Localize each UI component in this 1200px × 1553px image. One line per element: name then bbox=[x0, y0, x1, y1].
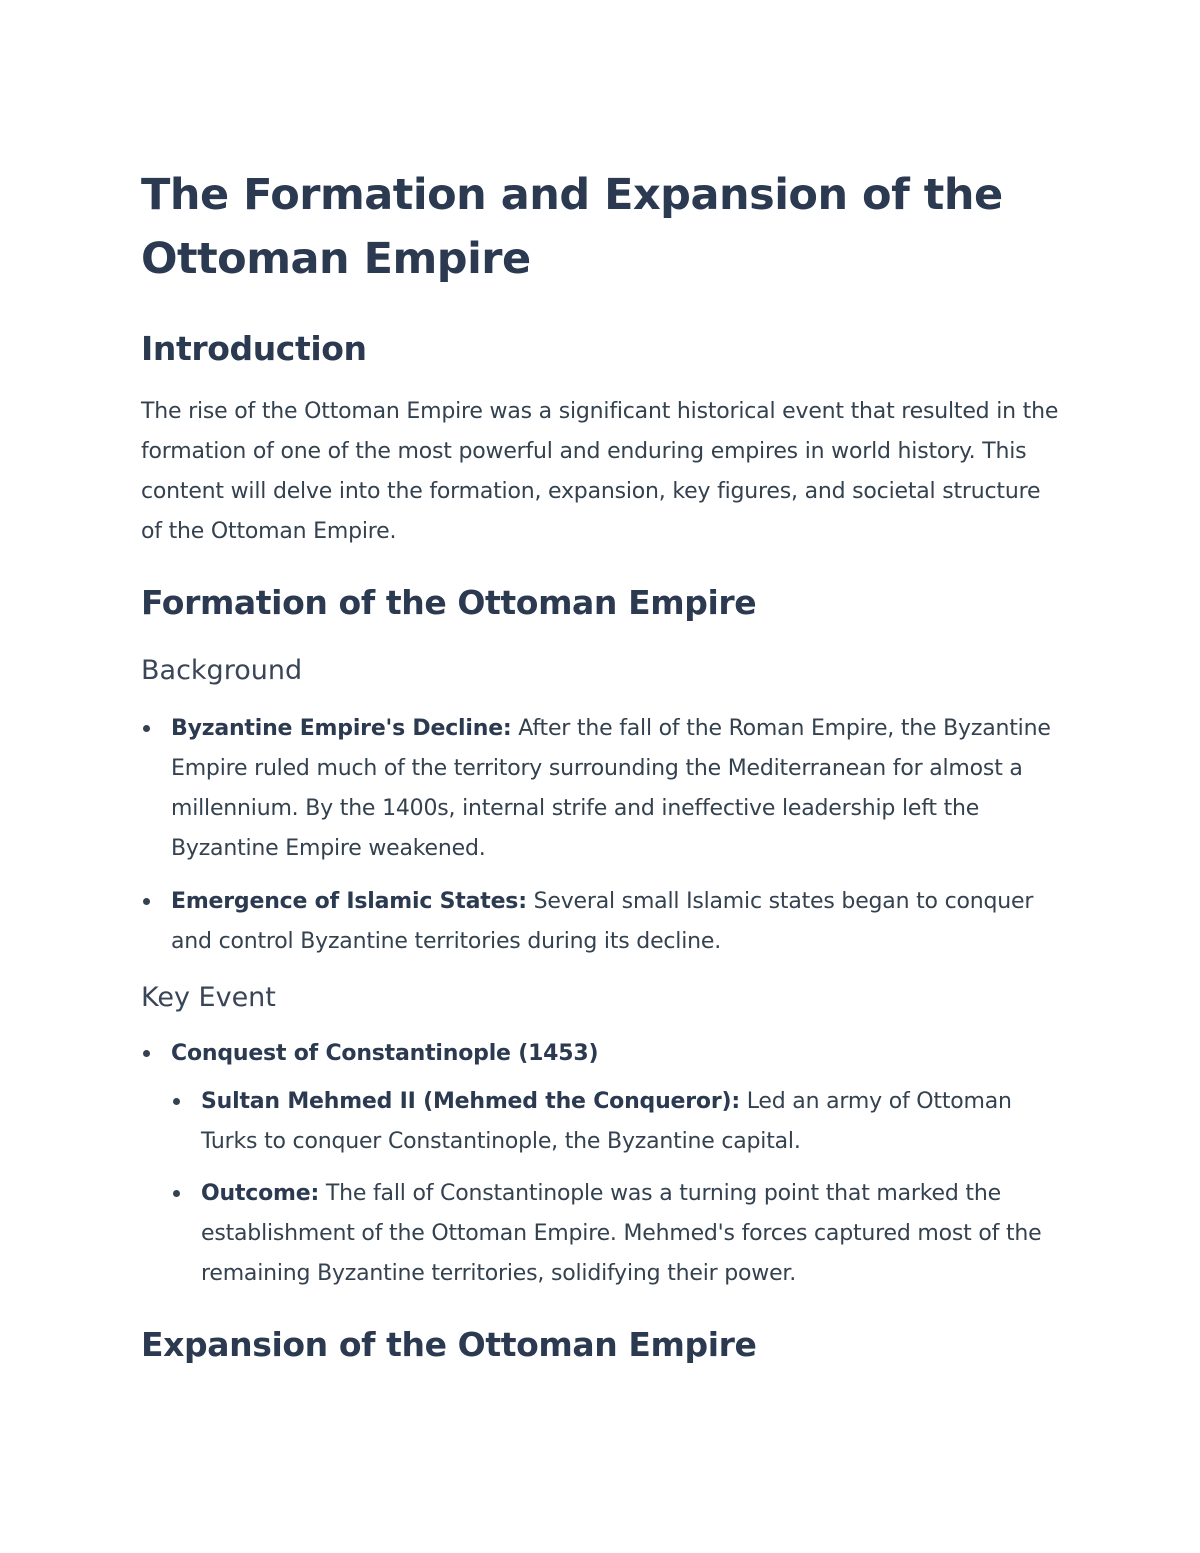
list-item-term: Outcome: bbox=[201, 1181, 320, 1206]
list-item bbox=[141, 1034, 1061, 1294]
bullet-icon bbox=[143, 1050, 150, 1057]
list-item-term: Conquest of Constantinople (1453) bbox=[171, 1041, 599, 1066]
section-heading-introduction: Introduction bbox=[141, 329, 367, 368]
subheading-key-event: Key Event bbox=[141, 982, 276, 1013]
section-heading-formation: Formation of the Ottoman Empire bbox=[141, 583, 757, 622]
list-item bbox=[141, 882, 1061, 962]
list-item-term: Emergence of Islamic States: bbox=[171, 889, 527, 914]
list-item bbox=[141, 709, 1061, 869]
list-item-text: Several small Islamic states began to conquer and control Byzantine territories during its decline. bbox=[171, 889, 1034, 954]
bullet-icon bbox=[173, 1098, 180, 1105]
bullet-icon bbox=[173, 1190, 180, 1197]
list-item-text: The fall of Constantinople was a turning point that marked the establishment of the Ottoman Empire. Mehmed's forces captured most of the remaining Byzantine territories, solidifying their power. bbox=[201, 1181, 1042, 1286]
nested-list-item bbox=[171, 1082, 1061, 1162]
introduction-paragraph: The rise of the Ottoman Empire was a significant historical event that resulted in the formation of one of the most powerful and enduring empires in world history. This content will delve into the formation, expansion, key figures, and societal structure of the Ottoman Empire. bbox=[141, 399, 1059, 544]
subheading-background: Background bbox=[141, 655, 303, 686]
section-heading-expansion: Expansion of the Ottoman Empire bbox=[141, 1325, 757, 1364]
bullet-icon bbox=[143, 725, 150, 732]
list-item-term: Sultan Mehmed II (Mehmed the Conqueror): bbox=[201, 1089, 740, 1114]
list-item-term: Byzantine Empire's Decline: bbox=[171, 716, 512, 741]
document-page bbox=[141, 163, 1061, 1372]
nested-list bbox=[171, 1082, 1061, 1294]
bullet-icon bbox=[143, 898, 150, 905]
document-title: The Formation and Expansion of the Ottoman Empire bbox=[141, 170, 1003, 284]
list-item-text: Led an army of Ottoman Turks to conquer Constantinople, the Byzantine capital. bbox=[201, 1089, 1012, 1154]
key-event-list bbox=[141, 1034, 1061, 1294]
nested-list-item bbox=[171, 1174, 1061, 1294]
background-list bbox=[141, 709, 1061, 962]
list-item-text: After the fall of the Roman Empire, the Byzantine Empire ruled much of the territory surrounding the Mediterranean for almost a millennium. By the 1400s, internal strife and ineffective leadership left the Byzantine Empire weakened. bbox=[171, 716, 1051, 861]
